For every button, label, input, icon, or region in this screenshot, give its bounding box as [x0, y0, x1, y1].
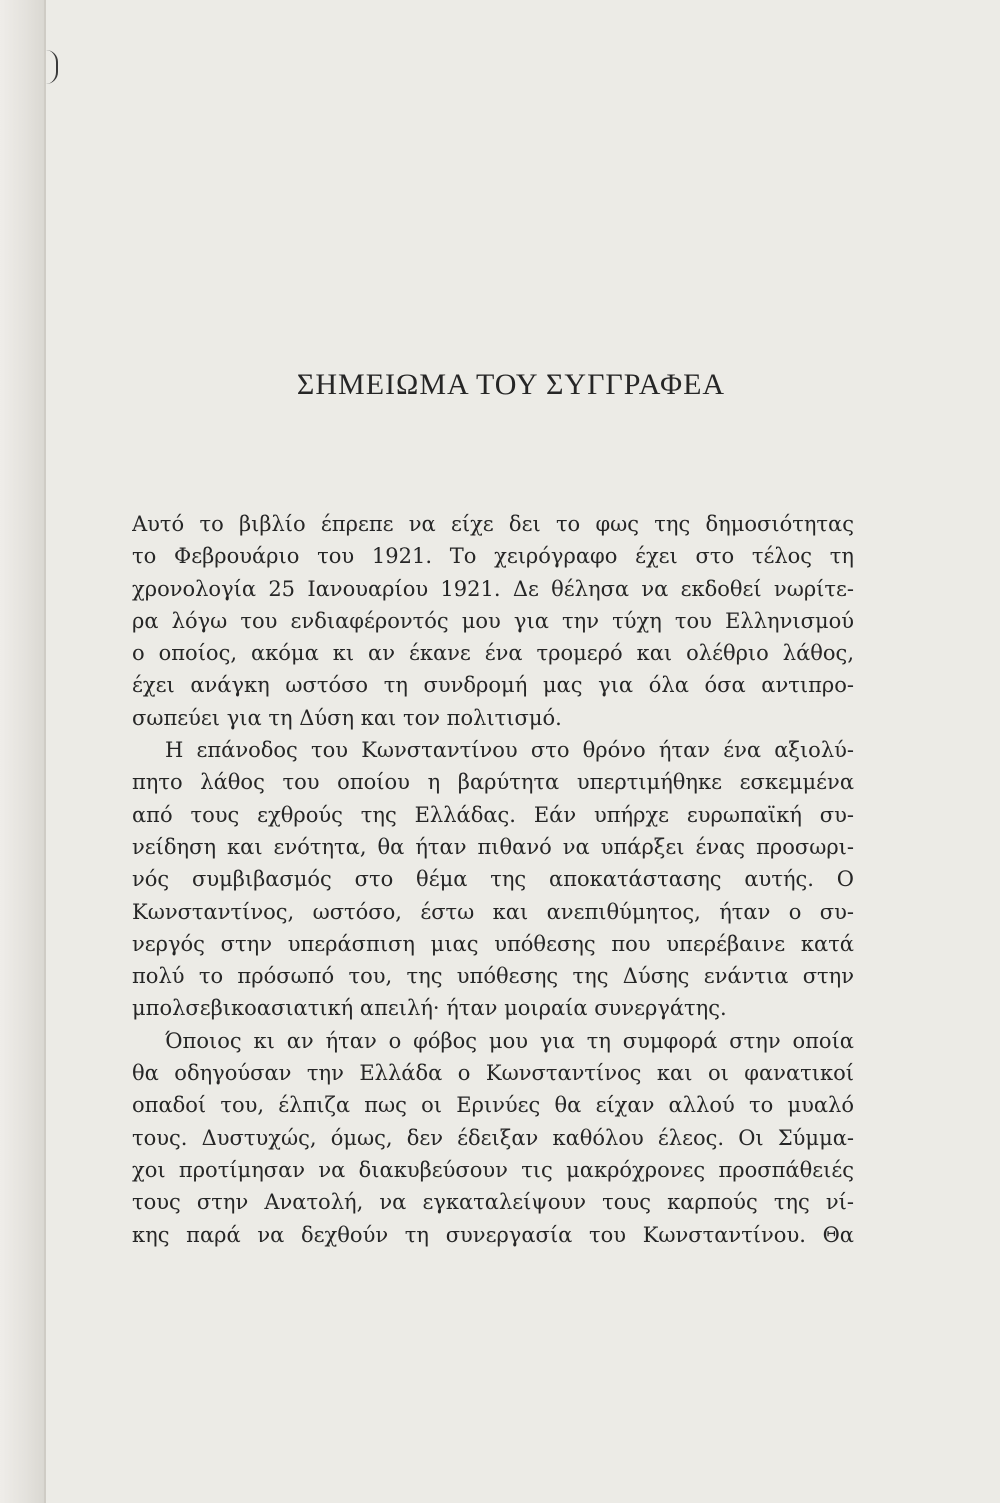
text-line: πητο λάθος του οποίου η βαρύτητα υπερτιμήθηκε εσκεμμένα — [132, 770, 854, 795]
text-line: χοι προτίμησαν να διακυβεύσουν τις μακρόχρονες προσπάθειές — [132, 1157, 854, 1182]
page-curl-mark — [46, 50, 58, 84]
text-line: ο οποίος, ακόμα κι αν έκανε ένα τρομερό και ολέθριο λάθος, — [132, 641, 854, 666]
body-text — [132, 508, 854, 1251]
text-line: ρα λόγω του ενδιαφέροντός μου για την τύχη του Ελληνισμού — [132, 608, 854, 633]
text-line: από τους εχθρούς της Ελλάδας. Εάν υπήρχε ευρωπαϊκή συ- — [132, 802, 854, 827]
text-line: έχει ανάγκη ωστόσο τη συνδρομή μας για όλα όσα αντιπρο- — [132, 673, 854, 698]
text-line: τους. Δυστυχώς, όμως, δεν έδειξαν καθόλου έλεος. Οι Σύμμα- — [132, 1125, 854, 1150]
text-line: το Φεβρουάριο του 1921. Το χειρόγραφο έχει στο τέλος τη — [132, 544, 854, 569]
text-line: νεργός στην υπεράσπιση μιας υπόθεσης που υπερέβαινε κατά — [132, 931, 854, 956]
book-page — [46, 0, 1000, 1503]
text-line: Η επάνοδος του Κωνσταντίνου στο θρόνο ήταν ένα αξιολύ- — [165, 738, 854, 763]
book-page-edge — [0, 0, 46, 1503]
text-line: οπαδοί του, έλπιζα πως οι Ερινύες θα είχαν αλλού το μυαλό — [132, 1093, 854, 1118]
text-line: πολύ το πρόσωπό του, της υπόθεσης της Δύσης ενάντια στην — [132, 964, 854, 989]
text-line: νείδηση και ενότητα, θα ήταν πιθανό να υπάρξει ένας προσωρι- — [132, 834, 854, 859]
text-line: σωπεύει για τη Δύση και τον πολιτισμό. — [132, 705, 562, 730]
text-line: κης παρά να δεχθούν τη συνεργασία του Κωνσταντίνου. Θα — [132, 1222, 854, 1247]
text-line: νός συμβιβασμός στο θέμα της αποκατάστασης αυτής. Ο — [132, 867, 854, 892]
text-line: τους στην Ανατολή, να εγκαταλείψουν τους καρπούς της νί- — [132, 1190, 854, 1215]
chapter-title: ΣΗΜΕΙΩΜΑ ΤΟΥ ΣΥΓΓΡΑΦΕΑ — [296, 368, 726, 401]
text-line: μπολσεβικοασιατική απειλή· ήταν μοιραία συνεργάτης. — [132, 996, 727, 1021]
text-line: χρονολογία 25 Ιανουαρίου 1921. Δε θέλησα να εκδοθεί νωρίτε- — [132, 576, 854, 601]
text-line: Κωνσταντίνος, ωστόσο, έστω και ανεπιθύμητος, ήταν ο συ- — [132, 899, 854, 924]
text-line: Αυτό το βιβλίο έπρεπε να είχε δει το φως της δημοσιότητας — [132, 512, 854, 536]
text-line: Όποιος κι αν ήταν ο φόβος μου για τη συμφορά στην οποία — [165, 1028, 854, 1053]
text-line: θα οδηγούσαν την Ελλάδα ο Κωνσταντίνος και οι φανατικοί — [132, 1061, 854, 1086]
